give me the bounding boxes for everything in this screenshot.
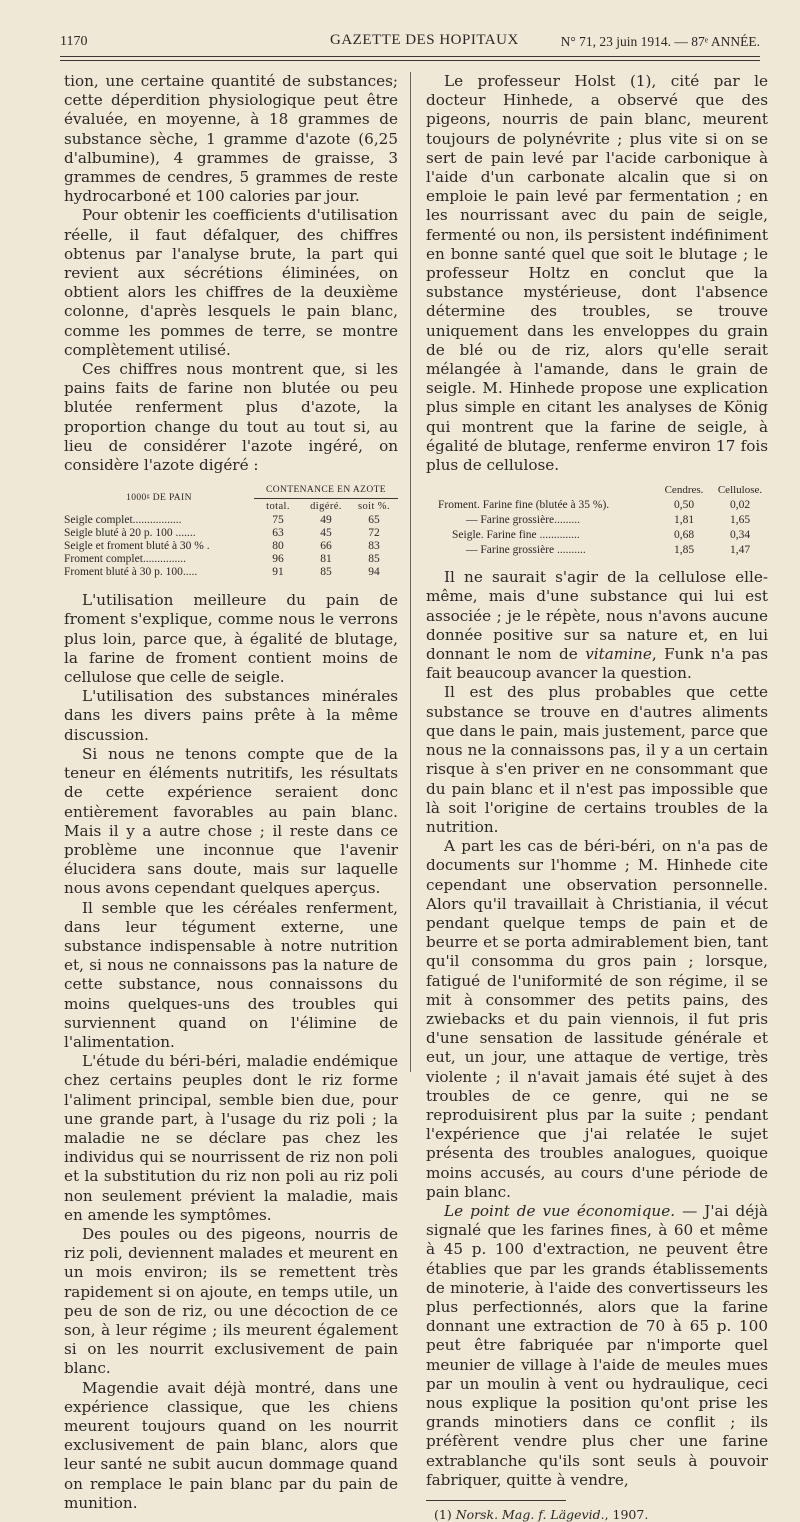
cell: 1,81 — [673, 514, 695, 527]
cell: 1,65 — [729, 514, 751, 527]
cell: 0,02 — [729, 499, 751, 512]
table-row — [64, 527, 398, 540]
page-number: 1170 — [60, 34, 88, 49]
paragraph — [426, 568, 768, 683]
footnote-number: (1) — [434, 1507, 456, 1522]
paragraph: Si nous ne tenons compte que de la teneur en éléments nutritifs, les résultats de cette expérience seraient donc entièrement favorables au pain blanc. Mais il y a autre chose ; il reste dans ce problème une inconnue que l'avenir élucidera sans doute, mais sur laquelle nous avons cependant quelques aperçus. — [64, 744, 398, 898]
paragraph: Pour obtenir les coefficients d'utilisation réelle, il faut défalquer, des chiffres obtenus par l'analyse brute, la part qui revient aux sécrétions éliminées, on obtient alors les chiffres de la deuxième colonne, d'après lesquels le pain blanc, comme les pommes de terre, se montre complètement utilisé. — [64, 206, 398, 359]
header-rule — [60, 56, 760, 57]
row-label: Froment complet............... — [64, 553, 187, 566]
footnote-source: Norsk. Mag. f. Lägevid. — [455, 1507, 605, 1522]
footnote — [426, 1507, 768, 1522]
cell: 45 — [320, 527, 332, 540]
paragraph: L'étude du béri-béri, maladie endémique chez certains peuples dont le riz forme l'aliment principal, semble bien due, pour une grande part, à l'usage du riz poli ; la maladie ne se déclare pas chez les individus qui se nourrissent de riz non poli et la substitution du riz non poli au riz poli non seulement prévient la maladie, mais en amende les symptômes. — [64, 1052, 398, 1224]
cell: 85 — [368, 553, 380, 566]
running-header — [60, 32, 760, 54]
paragraph: A part les cas de béri-béri, on n'a pas de documents sur l'homme ; M. Hinhede cite cependant une observation personnelle. Alors qu'il travaillait à Christiania, il vécut pendant quelque temps de pain et de beurre et se porta admirablement bien, tant qu'il consomma du gros pain ; lorsque, fatigué de l'uniformité de son régime, il se mit à consommer des petits pains, des zwiebacks et du pain viennois, il fut pris d'une sensation de lassitude générale et eut, un jour, une attaque de vertige, très violente ; il n'avait jamais été sujet à des troubles de ce genre, qui ne se reproduisirent plus par la suite ; pendant l'expérience que j'ai relatée le sujet présenta des troubles analogues, quoique moins accusés, au cours d'une période de pain blanc. — [426, 837, 768, 1201]
cell: 80 — [272, 540, 284, 553]
text-run: , Funk n'a pas fait beaucoup avancer la question. — [426, 645, 768, 683]
issue-info: N° 71, 23 juin 1914. — 87ᵉ ANNÉE. — [560, 34, 760, 49]
row-label: — Farine grossière .......... — [466, 544, 586, 557]
table-group-head: CONTENANCE EN AZOTE — [265, 485, 386, 496]
term-vitamine: vitamine — [585, 645, 652, 664]
table-row — [426, 543, 768, 558]
table-row — [426, 498, 768, 513]
paragraph: tion, une certaine quantité de substances; cette déperdition physiologique peut être évaluée, en moyenne, à 18 grammes de substance sèche, 1 gramme d'azote (6,25 d'albumine), 4 grammes de graisse, 3 grammes de cendres, 5 grammes de reste hydrocarboné et 100 calories par jour. — [64, 72, 398, 206]
table-subhead: total. — [254, 499, 302, 515]
row-label: Froment. Farine fine (blutée à 35 %). — [438, 499, 610, 512]
paragraph: Il est des plus probables que cette substance se trouve en d'autres aliments que dans le pain, mais justement, parce que nous ne la connaissons pas, il y a un certain risque à s'en priver en ne consommant que du pain blanc et il n'est pas impossible que là soit l'origine de certains troubles de la nutrition. — [426, 683, 768, 836]
table-subhead: soit %. — [350, 499, 398, 515]
table-row — [64, 553, 398, 566]
table-subhead: digéré. — [302, 499, 350, 515]
cell: 0,68 — [673, 529, 695, 542]
table-row — [64, 514, 398, 527]
journal-title: GAZETTE DES HOPITAUX — [330, 32, 519, 48]
row-label: Seigle. Farine fine .............. — [452, 529, 580, 542]
cell: 83 — [368, 540, 380, 553]
cell: 1,85 — [673, 544, 695, 557]
table-row — [426, 513, 768, 528]
paragraph: Il semble que les céréales renferment, dans leur tégument externe, une substance indispensable à notre nutrition et, si nous ne connaissons pas la nature de cette substance, nous connaissons du moins quelques-uns des troubles qui surviennent quand on l'élimine de l'alimentation. — [64, 898, 398, 1051]
text-run: — J'ai déjà signalé que les farines fines, à 60 et même à 45 p. 100 d'extraction, ne peuvent être établies que par les grands établissements de minoterie, à l'aide des convertisseurs les plus perfectionnés, alors que la farine donnant une extraction de 70 à 65 p. 100 peut être fabriquée par n'importe quel meunier de village à l'aide de meules mues par un moulin à vent ou hydraulique, ceci nous explique la position qu'ont prise les grands minotiers dans ce conflit ; ils préfèrent vendre plus cher une farine extrablanche qu'ils sont seuls à pouvoir fabriquer, quitte à vendre, — [426, 1201, 768, 1489]
cell: 66 — [320, 540, 332, 553]
cell: 72 — [368, 527, 380, 540]
section-heading: Le point de vue économique. — [444, 1201, 676, 1220]
paragraph: L'utilisation des substances minérales dans les divers pains prête à la même discussion. — [64, 687, 398, 744]
left-column — [64, 72, 398, 1513]
cell: 0,34 — [729, 529, 751, 542]
cell: 63 — [272, 527, 284, 540]
cell: 1,47 — [729, 544, 751, 557]
paragraph: Des poules ou des pigeons, nourris de riz poli, deviennent malades et meurent en un mois environ; ils se remettent très rapidement si on ajoute, en temps utile, un peu de son de riz, ou une décoction de ce son, à leur régime ; ils meurent également si on les nourrit exclusivement de pain blanc. — [64, 1224, 398, 1378]
table-row — [64, 566, 398, 579]
table-head: Cendres. — [664, 484, 704, 497]
right-column — [426, 72, 768, 1522]
table-col-head: 1000ᵍ DE PAIN — [126, 493, 192, 504]
table-head: Cellulose. — [717, 484, 763, 497]
cell: 75 — [272, 514, 284, 527]
cell: 94 — [368, 566, 380, 579]
cell: 65 — [368, 514, 380, 527]
paragraph: Ces chiffres nous montrent que, si les pains faits de farine non blutée ou peu blutée renferment plus d'azote, la proportion change du tout au tout si, au lieu de considérer l'azote ingéré, on considère l'azote digéré : — [64, 360, 398, 475]
column-separator — [410, 72, 411, 1072]
footnote-rule — [426, 1500, 566, 1501]
paragraph: Le professeur Holst (1), cité par le docteur Hinhede, a observé que des pigeons, nourris de pain blanc, meurent toujours de polynévrite ; plus vite si on se sert de pain levé par l'acide carbonique à l'aide d'un carbonate alcalin que si on emploie le pain levé par fermentation ; en les nourrissant avec du pain de seigle, fermenté ou non, ils persistent indéfiniment en bonne santé quel que soit le blutage ; le professeur Holtz en conclut que la substance mystérieuse, dont l'absence détermine des troubles, se trouve uniquement dans les enveloppes du grain de blé ou de riz, alors qu'elle serait mélangée à l'amande, dans le grain de seigle. M. Hinhede propose une explication plus simple en citant les analyses de König qui montrent que la farine de seigle, à égalité de blutage, renferme environ 17 fois plus de cellulose. — [426, 72, 768, 475]
table-row — [64, 540, 398, 553]
footnote-rest: , 1907. — [604, 1507, 649, 1522]
row-label: Seigle complet................. — [64, 514, 182, 527]
cell: 81 — [320, 553, 332, 566]
table-row — [426, 528, 768, 543]
header-rule-thin — [60, 60, 760, 61]
cell: 0,50 — [673, 499, 695, 512]
row-label: Seigle bluté à 20 p. 100 ....... — [64, 527, 196, 540]
row-label: Seigle et froment bluté à 30 % . — [64, 540, 210, 553]
paragraph: L'utilisation meilleure du pain de froment s'explique, comme nous le verrons plus loin, parce que, à égalité de blutage, la farine de froment contient moins de cellulose que celle de seigle. — [64, 591, 398, 687]
nitrogen-table — [64, 483, 398, 579]
cell: 85 — [320, 566, 332, 579]
paragraph — [426, 1202, 768, 1490]
cell: 49 — [320, 514, 332, 527]
paragraph: Magendie avait déjà montré, dans une expérience classique, que les chiens meurent toujours quand on les nourrit exclusivement de pain blanc, alors que leur santé ne subit aucun dommage quand on remplace le pain blanc par du pain de munition. — [64, 1378, 398, 1512]
cellulose-table — [426, 483, 768, 558]
text-run: Il ne saurait s'agir de la cellulose elle-même, mais d'une substance qui lui est associée ; je le répète, nous n'avons aucune donnée positive sur sa nature et, en lui donnant le nom de — [426, 568, 768, 664]
row-label: — Farine grossière......... — [466, 514, 581, 527]
cell: 96 — [272, 553, 284, 566]
cell: 91 — [272, 566, 284, 579]
row-label: Froment bluté à 30 p. 100..... — [64, 566, 198, 579]
